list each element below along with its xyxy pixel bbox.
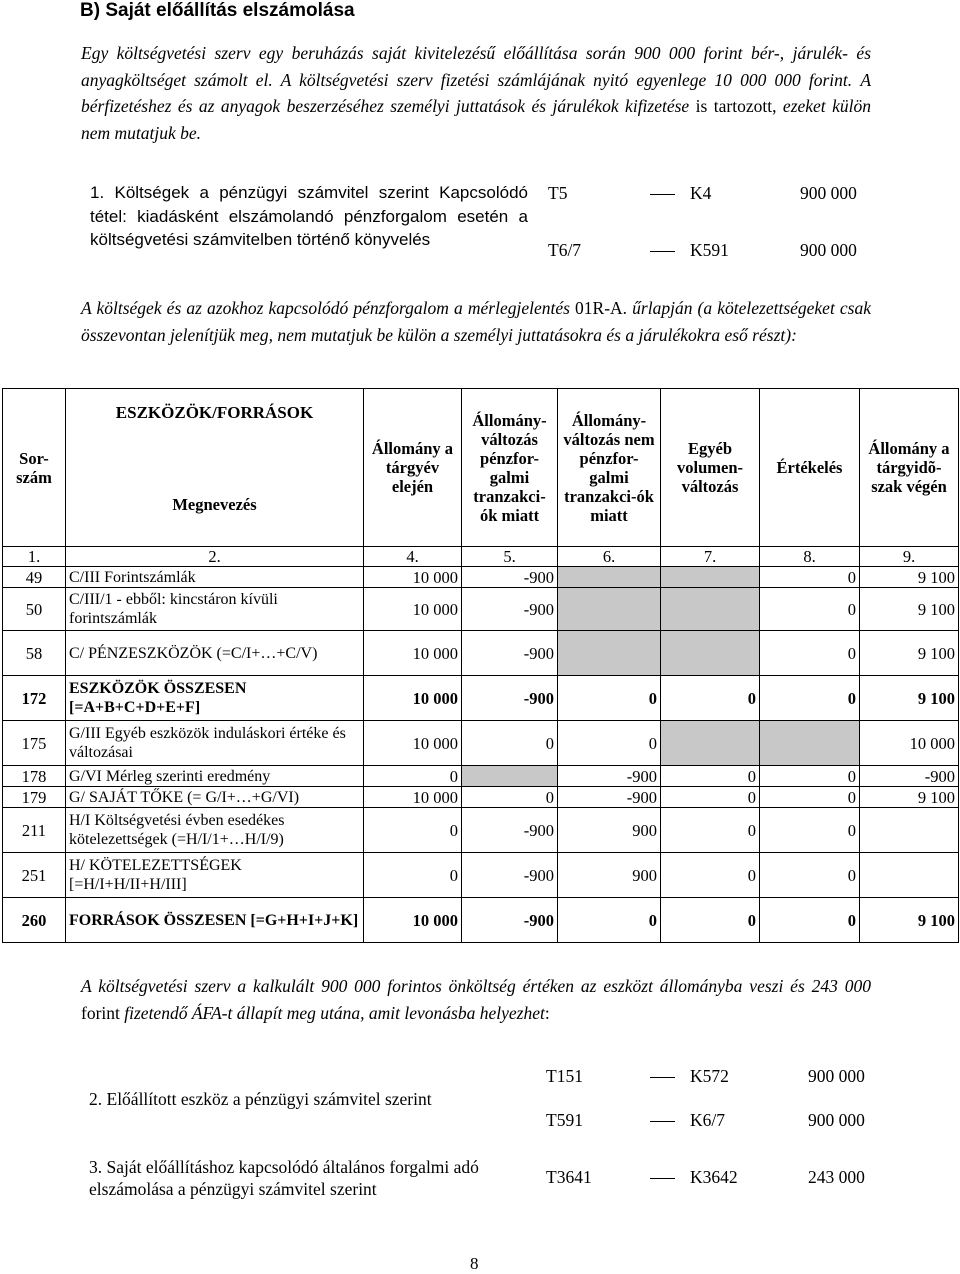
entry1-amount-1: 900 000 xyxy=(800,183,857,203)
cell: 900 xyxy=(558,853,661,898)
cell xyxy=(860,853,959,898)
cell: -900 xyxy=(558,766,661,787)
cell: 10 000 xyxy=(364,588,462,631)
para3-text-1: A költségvetési szerv a kalkulált 900 000 forintos önköltség értéken az eszközt állományba veszi és 243 000 xyxy=(81,976,871,996)
table-row xyxy=(3,898,959,943)
cell: 0 xyxy=(760,631,860,676)
cell: 0 xyxy=(364,808,462,853)
entry2-debit-1: T151 xyxy=(546,1066,583,1086)
shaded-cell xyxy=(558,631,661,676)
cell: 0 xyxy=(462,787,558,808)
shaded-cell xyxy=(760,721,860,766)
entry2-amount-1: 900 000 xyxy=(808,1066,865,1086)
cell: 0 xyxy=(661,766,760,787)
cell: 10 000 xyxy=(364,787,462,808)
table-row xyxy=(3,787,959,808)
row-name: FORRÁSOK ÖSSZESEN [=G+H+I+J+K] xyxy=(66,898,364,943)
entry3-credit-1: K3642 xyxy=(690,1167,738,1187)
cell: 9 100 xyxy=(860,787,959,808)
table-row xyxy=(3,567,959,588)
row-name: C/ PÉNZESZKÖZÖK (=C/I+…+C/V) xyxy=(66,631,364,676)
cell: -900 xyxy=(462,853,558,898)
cell: 9 100 xyxy=(860,676,959,721)
cell: 10 000 xyxy=(364,631,462,676)
shaded-cell xyxy=(661,721,760,766)
para2-text-2: 01R-A. xyxy=(575,298,628,318)
cell: 0 xyxy=(364,853,462,898)
shaded-cell xyxy=(661,588,760,631)
col-number: 7. xyxy=(661,547,760,567)
header-eszkozok: ESZKÖZÖK/FORRÁSOK xyxy=(66,389,364,489)
row-name: H/I Költségvetési évben esedékes kötelezettségek (=H/I/1+…H/I/9) xyxy=(66,808,364,853)
col-number: 1. xyxy=(3,547,66,567)
row-name: G/ SAJÁT TŐKE (= G/I+…+G/VI) xyxy=(66,787,364,808)
cell: 10 000 xyxy=(364,676,462,721)
intro-text-2: A bérfizetéshez és az anyagok beszerzéséhez személyi juttatások és járulékok kifizetése xyxy=(81,69,872,116)
section-heading: B) Saját előállítás elszámolása xyxy=(80,0,355,21)
cell: 0 xyxy=(661,787,760,808)
cell: 0 xyxy=(661,808,760,853)
cell: 9 100 xyxy=(860,567,959,588)
cell: 0 xyxy=(760,766,860,787)
cell: 0 xyxy=(760,588,860,631)
intro-paragraph xyxy=(81,40,871,146)
intro-text-4: ezeket külön nem mutatjuk be. xyxy=(81,96,871,143)
cell: 0 xyxy=(760,676,860,721)
row-name: G/VI Mérleg szerinti eredmény xyxy=(66,766,364,787)
para2-text-1: A költségek és az azokhoz kapcsolódó pénzforgalom a mérlegjelentés xyxy=(81,298,576,318)
row-number: 175 xyxy=(3,721,66,766)
shaded-cell xyxy=(558,567,661,588)
row-number: 178 xyxy=(3,766,66,787)
cell: -900 xyxy=(462,567,558,588)
table-row xyxy=(3,766,959,787)
entry1-amount-2: 900 000 xyxy=(800,240,857,260)
dash xyxy=(650,1178,675,1179)
cell: 0 xyxy=(760,898,860,943)
header-allomany-eleje: Állomány a tárgyév elején xyxy=(364,389,462,547)
dash xyxy=(650,251,675,252)
col-number: 9. xyxy=(860,547,959,567)
para3-text-3: fizetendő ÁFA-t állapít meg utána, amit levonásba helyezhet xyxy=(119,1002,545,1023)
cell: 0 xyxy=(760,787,860,808)
cell: 9 100 xyxy=(860,631,959,676)
header-volumen: Egyéb volumen-változás xyxy=(661,389,760,547)
entry2-amount-2: 900 000 xyxy=(808,1110,865,1130)
header-allomany-vege: Állomány a tárgyidõ-szak végén xyxy=(860,389,959,547)
dash xyxy=(650,1121,675,1122)
header-megnevezes: Megnevezés xyxy=(66,489,364,547)
entry1-credit-2: K591 xyxy=(690,240,729,260)
entry1-debit-1: T5 xyxy=(548,183,568,203)
shaded-cell xyxy=(661,567,760,588)
entry3-amount-1: 243 000 xyxy=(808,1167,865,1187)
col-number: 5. xyxy=(462,547,558,567)
table-intro-paragraph xyxy=(81,295,871,348)
table-row xyxy=(3,721,959,766)
cell: 0 xyxy=(760,567,860,588)
shaded-cell xyxy=(558,588,661,631)
cell: -900 xyxy=(860,766,959,787)
cell: 10 000 xyxy=(364,898,462,943)
balance-table xyxy=(2,388,959,943)
col-number: 6. xyxy=(558,547,661,567)
cell: -900 xyxy=(462,808,558,853)
row-name: C/III/1 - ebből: kincstáron kívüli forintszámlák xyxy=(66,588,364,631)
cell: 0 xyxy=(661,898,760,943)
cell: 9 100 xyxy=(860,588,959,631)
intro-text-3: is tartozott, xyxy=(689,96,783,116)
col-number: 4. xyxy=(364,547,462,567)
entry2-description: 2. Előállított eszköz a pénzügyi számvitel szerint xyxy=(89,1089,432,1109)
page-number: 8 xyxy=(470,1254,479,1273)
entry2-credit-1: K572 xyxy=(690,1066,729,1086)
entry3-debit-1: T3641 xyxy=(546,1167,592,1187)
cell: 0 xyxy=(558,898,661,943)
cell: 0 xyxy=(661,676,760,721)
cell: 0 xyxy=(760,808,860,853)
dash xyxy=(650,194,675,195)
shaded-cell xyxy=(661,631,760,676)
row-number: 260 xyxy=(3,898,66,943)
row-number: 50 xyxy=(3,588,66,631)
cell: -900 xyxy=(558,787,661,808)
shaded-cell xyxy=(462,766,558,787)
row-name: ESZKÖZÖK ÖSSZESEN [=A+B+C+D+E+F] xyxy=(66,676,364,721)
table-row xyxy=(3,853,959,898)
row-number: 179 xyxy=(3,787,66,808)
table-row xyxy=(3,588,959,631)
col-number: 8. xyxy=(760,547,860,567)
row-name: G/III Egyéb eszközök induláskori értéke és változásai xyxy=(66,721,364,766)
entry1-description: 1. Költségek a pénzügyi számvitel szerint Kapcsolódó tétel: kiadásként elszámolandó pénzforgalom esetén a költségvetési számvitelben történő könyvelés xyxy=(90,183,528,249)
entry1-debit-2: T6/7 xyxy=(548,240,582,260)
para2-text-3: űrlapján (a kötelezettségeket csak összevontan jelenítjük meg, nem mutatjuk be külön a személyi juttatásokra és a járulékokra eső részt): xyxy=(81,298,872,345)
entry1-credit-1: K4 xyxy=(690,183,712,203)
row-name: H/ KÖTELEZETTSÉGEK [=H/I+H/II+H/III] xyxy=(66,853,364,898)
dash xyxy=(650,1077,675,1078)
cell: 10 000 xyxy=(364,567,462,588)
entry2-debit-2: T591 xyxy=(546,1110,583,1130)
table-row xyxy=(3,631,959,676)
cell: 0 xyxy=(558,676,661,721)
cell: 0 xyxy=(760,853,860,898)
header-sorszam: Sor-szám xyxy=(3,389,66,547)
cell: -900 xyxy=(462,676,558,721)
entry3-description: 3. Saját előállításhoz kapcsolódó általános forgalmi adó elszámolása a pénzügyi számvitel szerint xyxy=(89,1157,479,1199)
cell: 10 000 xyxy=(860,721,959,766)
cell: 0 xyxy=(558,721,661,766)
cell: 10 000 xyxy=(364,721,462,766)
col-number: 2. xyxy=(66,547,364,567)
table-row xyxy=(3,676,959,721)
row-number: 251 xyxy=(3,853,66,898)
table-row xyxy=(3,808,959,853)
para3-text-4: : xyxy=(544,1002,550,1023)
cell: -900 xyxy=(462,588,558,631)
cell: -900 xyxy=(462,898,558,943)
header-nem-penzforgalmi: Állomány-változás nem pénzfor-galmi tranzakci-ók miatt xyxy=(558,389,661,547)
header-penzforgalmi: Állomány-változás pénzfor-galmi tranzakci-ók miatt xyxy=(462,389,558,547)
row-name: C/III Forintszámlák xyxy=(66,567,364,588)
cell: 900 xyxy=(558,808,661,853)
row-number: 58 xyxy=(3,631,66,676)
para3-text-2: forint xyxy=(81,1002,120,1023)
row-number: 172 xyxy=(3,676,66,721)
cell: 0 xyxy=(364,766,462,787)
cell: 0 xyxy=(462,721,558,766)
cell: 9 100 xyxy=(860,898,959,943)
header-ertekeles: Értékelés xyxy=(760,389,860,547)
cell: 0 xyxy=(661,853,760,898)
row-number: 211 xyxy=(3,808,66,853)
row-number: 49 xyxy=(3,567,66,588)
closing-paragraph xyxy=(81,973,871,1026)
intro-text-1: Egy költségvetési szerv egy beruházás saját kivitelezésű előállítása során 900 000 forint bér-, járulék- és anyagköltséget számolt el. A költségvetési szerv fizetési számlájának nyitó egyenlege 10 000 000 forint. xyxy=(81,43,871,90)
cell xyxy=(860,808,959,853)
cell: -900 xyxy=(462,631,558,676)
entry2-credit-2: K6/7 xyxy=(690,1110,725,1130)
